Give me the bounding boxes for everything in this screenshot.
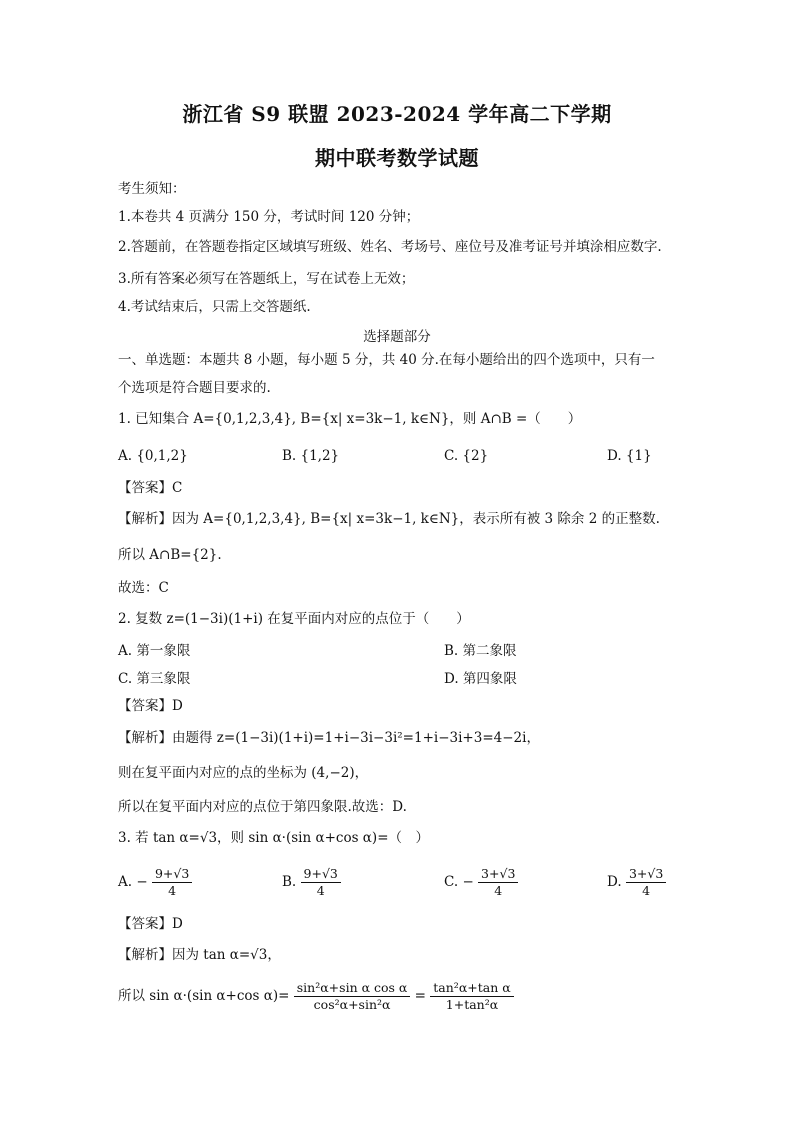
q3-analysis-fraction-2 [430, 980, 513, 1013]
q3-analysis-fraction-1-denominator: cos²α+sin²α [313, 997, 391, 1012]
q3-option-d [607, 866, 666, 899]
q3-analysis-fraction-1-numerator: sin²α+sin α cos α [294, 980, 411, 997]
q1-option-d: D. {1} [607, 448, 652, 464]
q3-option-c [444, 866, 518, 899]
q3-option-d-fraction [626, 866, 666, 899]
q1-analysis-1: 【解析】因为 A={0,1,2,3,4}, B={x| x=3k−1, k∈N}，表示所有被 3 除余 2 的正整数. [118, 511, 660, 527]
q3-option-c-label: C. [444, 874, 459, 890]
q3-option-d-denominator: 4 [642, 883, 651, 898]
q3-option-c-denominator: 4 [494, 883, 503, 898]
q3-analysis-2 [118, 980, 514, 1013]
notice-item-4: 4.考试结束后，只需上交答题纸. [118, 299, 311, 315]
q2-option-d: D. 第四象限 [444, 671, 517, 687]
q2-analysis-3: 所以在复平面内对应的点位于第四象限.故选：D. [118, 799, 407, 815]
q2-answer: 【答案】D [118, 698, 183, 714]
q3-option-a-label: A. [118, 874, 133, 890]
q3-option-b-label: B. [282, 874, 297, 890]
q3-option-b [282, 866, 341, 899]
q1-stem: 1. 已知集合 A={0,1,2,3,4}, B={x| x=3k−1, k∈N}，则 A∩B =（ ） [118, 411, 582, 427]
q3-analysis-2-prefix: 所以 sin α·(sin α+cos α)= [118, 988, 290, 1004]
q3-stem: 3. 若 tan α=√3，则 sin α·(sin α+cos α)=（ ） [118, 830, 430, 846]
q3-analysis-fraction-2-numerator: tan²α+tan α [430, 980, 513, 997]
q2-stem: 2. 复数 z=(1−3i)(1+i) 在复平面内对应的点位于（ ） [118, 611, 470, 627]
q1-option-c: C. {2} [444, 448, 489, 464]
notice-item-1: 1.本卷共 4 页满分 150 分，考试时间 120 分钟； [118, 209, 420, 225]
section-intro-line2: 个选项是符合题目要求的. [118, 380, 271, 396]
q3-answer: 【答案】D [118, 916, 183, 932]
q1-option-b: B. {1,2} [282, 448, 340, 464]
q2-analysis-2: 则在复平面内对应的点的坐标为 (4,−2)， [118, 765, 369, 781]
q1-answer: 【答案】C [118, 480, 183, 496]
q3-option-b-fraction [301, 866, 341, 899]
section-heading: 选择题部分 [363, 329, 431, 345]
q3-option-d-numerator: 3+√3 [626, 866, 666, 883]
q1-conclusion: 故选：C [118, 580, 169, 596]
q3-option-c-numerator: 3+√3 [478, 866, 518, 883]
q3-option-d-label: D. [607, 874, 622, 890]
q3-analysis-fraction-2-denominator: 1+tan²α [445, 997, 499, 1012]
q3-option-c-sign: − [462, 874, 474, 890]
q1-option-a: A. {0,1,2} [118, 448, 188, 464]
notice-item-2: 2.答题前，在答题卷指定区域填写班级、姓名、考场号、座位号及准考证号并填涂相应数字. [118, 239, 662, 255]
exam-title-line1: 浙江省 S9 联盟 2023-2024 学年高二下学期 [182, 102, 612, 126]
q3-analysis-1: 【解析】因为 tan α=√3， [118, 947, 281, 963]
q2-option-a: A. 第一象限 [118, 643, 191, 659]
q3-analysis-fraction-1 [294, 980, 411, 1013]
q3-option-c-fraction [478, 866, 518, 899]
notice-item-3: 3.所有答案必须写在答题纸上，写在试卷上无效； [118, 271, 415, 287]
q3-option-b-numerator: 9+√3 [301, 866, 341, 883]
q3-option-b-denominator: 4 [316, 883, 325, 898]
q3-analysis-equals: = [414, 988, 426, 1004]
q2-analysis-1: 【解析】由题得 z=(1−3i)(1+i)=1+i−3i−3i²=1+i−3i+3=4−2i， [118, 730, 540, 746]
q3-option-a [118, 866, 192, 899]
q3-option-a-denominator: 4 [168, 883, 177, 898]
q3-option-a-fraction [152, 866, 192, 899]
q2-option-b: B. 第二象限 [444, 643, 517, 659]
q3-option-a-numerator: 9+√3 [152, 866, 192, 883]
exam-title-line2: 期中联考数学试题 [315, 146, 479, 170]
notice-heading: 考生须知： [118, 181, 186, 197]
q3-option-a-sign: − [136, 874, 148, 890]
section-intro-line1: 一、单选题：本题共 8 小题，每小题 5 分，共 40 分.在每小题给出的四个选项中，只有一 [118, 352, 655, 368]
q1-analysis-2: 所以 A∩B={2}. [118, 547, 222, 563]
q2-option-c: C. 第三象限 [118, 671, 191, 687]
